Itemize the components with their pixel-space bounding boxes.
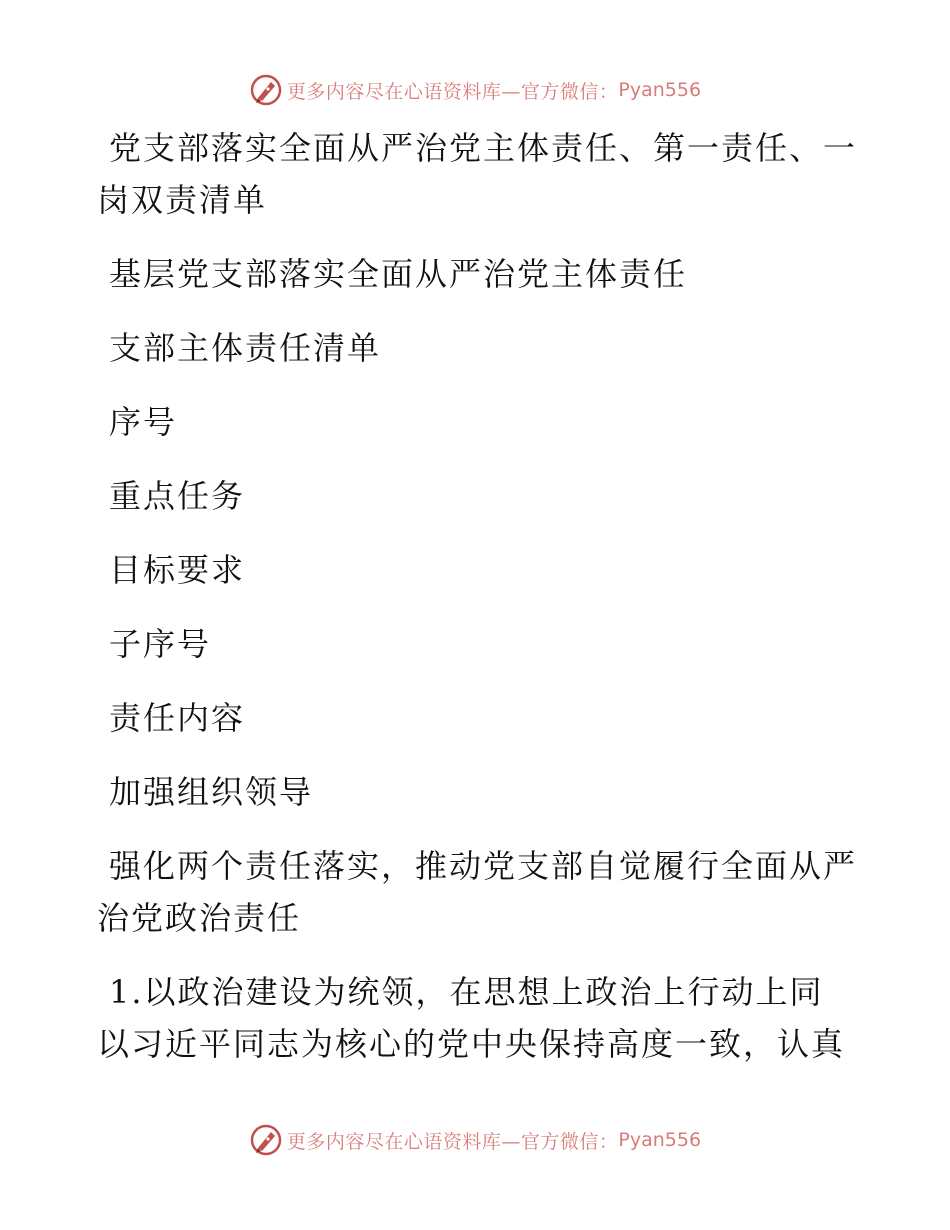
document-subtitle: 基层党支部落实全面从严治党主体责任	[109, 255, 688, 293]
column-label-index: 序号	[109, 403, 178, 441]
column-label-key-task: 重点任务	[109, 477, 246, 515]
task-item: 加强组织领导	[109, 773, 314, 811]
watermark-text: 更多内容尽在心语资料库—官方微信：	[286, 80, 619, 103]
column-label-target: 目标要求	[109, 551, 246, 589]
pen-logo-icon	[249, 73, 283, 107]
column-label-sub-index: 子序号	[109, 625, 212, 663]
footer-watermark	[0, 1120, 950, 1160]
list-heading: 支部主体责任清单	[109, 329, 382, 367]
watermark-id: Pyan556	[618, 79, 702, 101]
column-label-content: 责任内容	[109, 699, 246, 737]
watermark-id: Pyan556	[618, 1129, 702, 1151]
pen-logo-icon	[249, 1123, 283, 1157]
target-item: 强化两个责任落实，推动党支部自觉履行全面从严治党政治责任	[97, 847, 858, 937]
header-watermark	[0, 70, 950, 110]
watermark-text: 更多内容尽在心语资料库—官方微信：	[286, 1130, 619, 1153]
document-body	[97, 122, 857, 1092]
content-item: 1.以政治建设为统领，在思想上政治上行动上同以习近平同志为核心的党中央保持高度一致，认真	[97, 973, 846, 1063]
document-title: 党支部落实全面从严治党主体责任、第一责任、一岗双责清单	[97, 129, 858, 219]
